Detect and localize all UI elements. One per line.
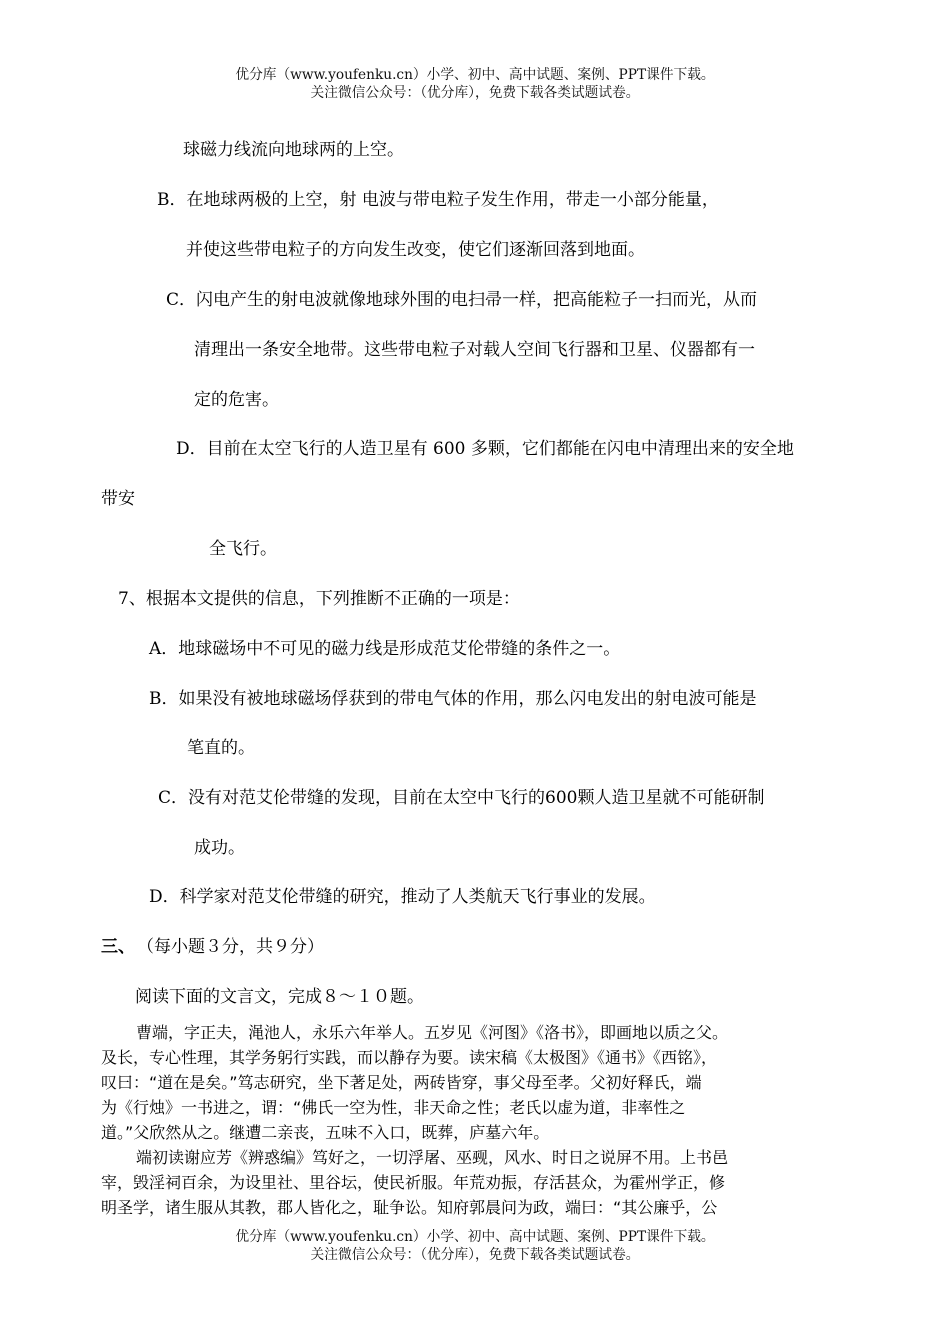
option-c-line-1: C．闪电产生的射电波就像地球外围的电扫帚一样，把高能粒子一扫而光，从而 xyxy=(166,290,758,310)
option-d-line-2: 带安 xyxy=(101,489,135,509)
header-line-2: 关注微信公众号：（优分库），免费下载各类试题试卷。 xyxy=(310,85,640,101)
question-7-option-a: A．地球磁场中不可见的磁力线是形成范艾伦带缝的条件之一。 xyxy=(149,639,621,659)
passage-line: 曹端，字正夫，渑池人，永乐六年举人。五岁见《河图》《洛书》，即画地以质之父。 xyxy=(136,1023,729,1042)
footer-line-1: 优分库（www.youfenku.cn）小学、初中、高中试题、案例、PPT课件下载。 xyxy=(235,1229,715,1245)
question-7-stem: 7、根据本文提供的信息，下列推断不正确的一项是： xyxy=(118,589,520,609)
section-3-score: （每小题３分，共９分） xyxy=(137,937,324,957)
question-7-option-d: D．科学家对范艾伦带缝的研究，推动了人类航天飞行事业的发展。 xyxy=(149,887,656,907)
option-b-line-1: B．在地球两极的上空，射 电波与带电粒子发生作用，带走一小部分能量， xyxy=(157,190,719,210)
header-line-1: 优分库（www.youfenku.cn）小学、初中、高中试题、案例、PPT课件下载。 xyxy=(235,67,715,83)
question-7-option-b-line-1: B．如果没有被地球磁场俘获到的带电气体的作用，那么闪电发出的射电波可能是 xyxy=(149,689,757,709)
passage-line: 叹曰：“道在是矣。”笃志研究，坐下著足处，两砖皆穿，事父母至孝。父初好释氏，端 xyxy=(101,1073,702,1092)
option-c-line-2: 清理出一条安全地带。这些带电粒子对载人空间飞行器和卫星、仪器都有一 xyxy=(194,340,755,360)
option-c-line-3: 定的危害。 xyxy=(194,390,279,410)
passage-line: 为《行烛》一书进之，谓：“佛氏一空为性，非天命之性；老氏以虚为道，非率性之 xyxy=(101,1098,686,1117)
option-a-tail: 球磁力线流向地球两的上空。 xyxy=(183,140,404,160)
section-3-title: 三、 xyxy=(101,937,135,957)
passage-line: 端初读谢应芳《辨惑编》笃好之，一切浮屠、巫觋，风水、时日之说屏不用。上书邑 xyxy=(136,1148,729,1167)
footer-line-2: 关注微信公众号：（优分库），免费下载各类试题试卷。 xyxy=(310,1247,640,1263)
question-7-option-c-line-1: C．没有对范艾伦带缝的发现，目前在太空中飞行的600颗人造卫星就不可能研制 xyxy=(158,788,765,808)
passage-line: 明圣学，诸生服从其教，郡人皆化之，耻争讼。知府郭晨问为政，端曰：“其公廉乎，公 xyxy=(101,1198,718,1217)
question-7-option-b-line-2: 笔直的。 xyxy=(187,738,255,758)
option-b-line-2: 并使这些带电粒子的方向发生改变，使它们逐渐回落到地面。 xyxy=(186,240,645,260)
passage-line: 道。”父欣然从之。继遭二亲丧，五味不入口，既葬，庐墓六年。 xyxy=(101,1123,550,1142)
section-3-instruction: 阅读下面的文言文，完成８～１０题。 xyxy=(135,987,424,1007)
option-d-line-1: D．目前在太空飞行的人造卫星有 600 多颗，它们都能在闪电中清理出来的安全地 xyxy=(176,439,794,459)
option-d-line-3: 全飞行。 xyxy=(209,539,277,559)
question-7-option-c-line-2: 成功。 xyxy=(194,838,245,858)
passage-line: 及长，专心性理，其学务躬行实践，而以静存为要。读宋稿《太极图》《通书》《西铭》， xyxy=(101,1048,718,1067)
passage-line: 宰，毁淫祠百余，为设里社、里谷坛，使民祈服。年荒劝振，存活甚众，为霍州学正，修 xyxy=(101,1173,726,1192)
